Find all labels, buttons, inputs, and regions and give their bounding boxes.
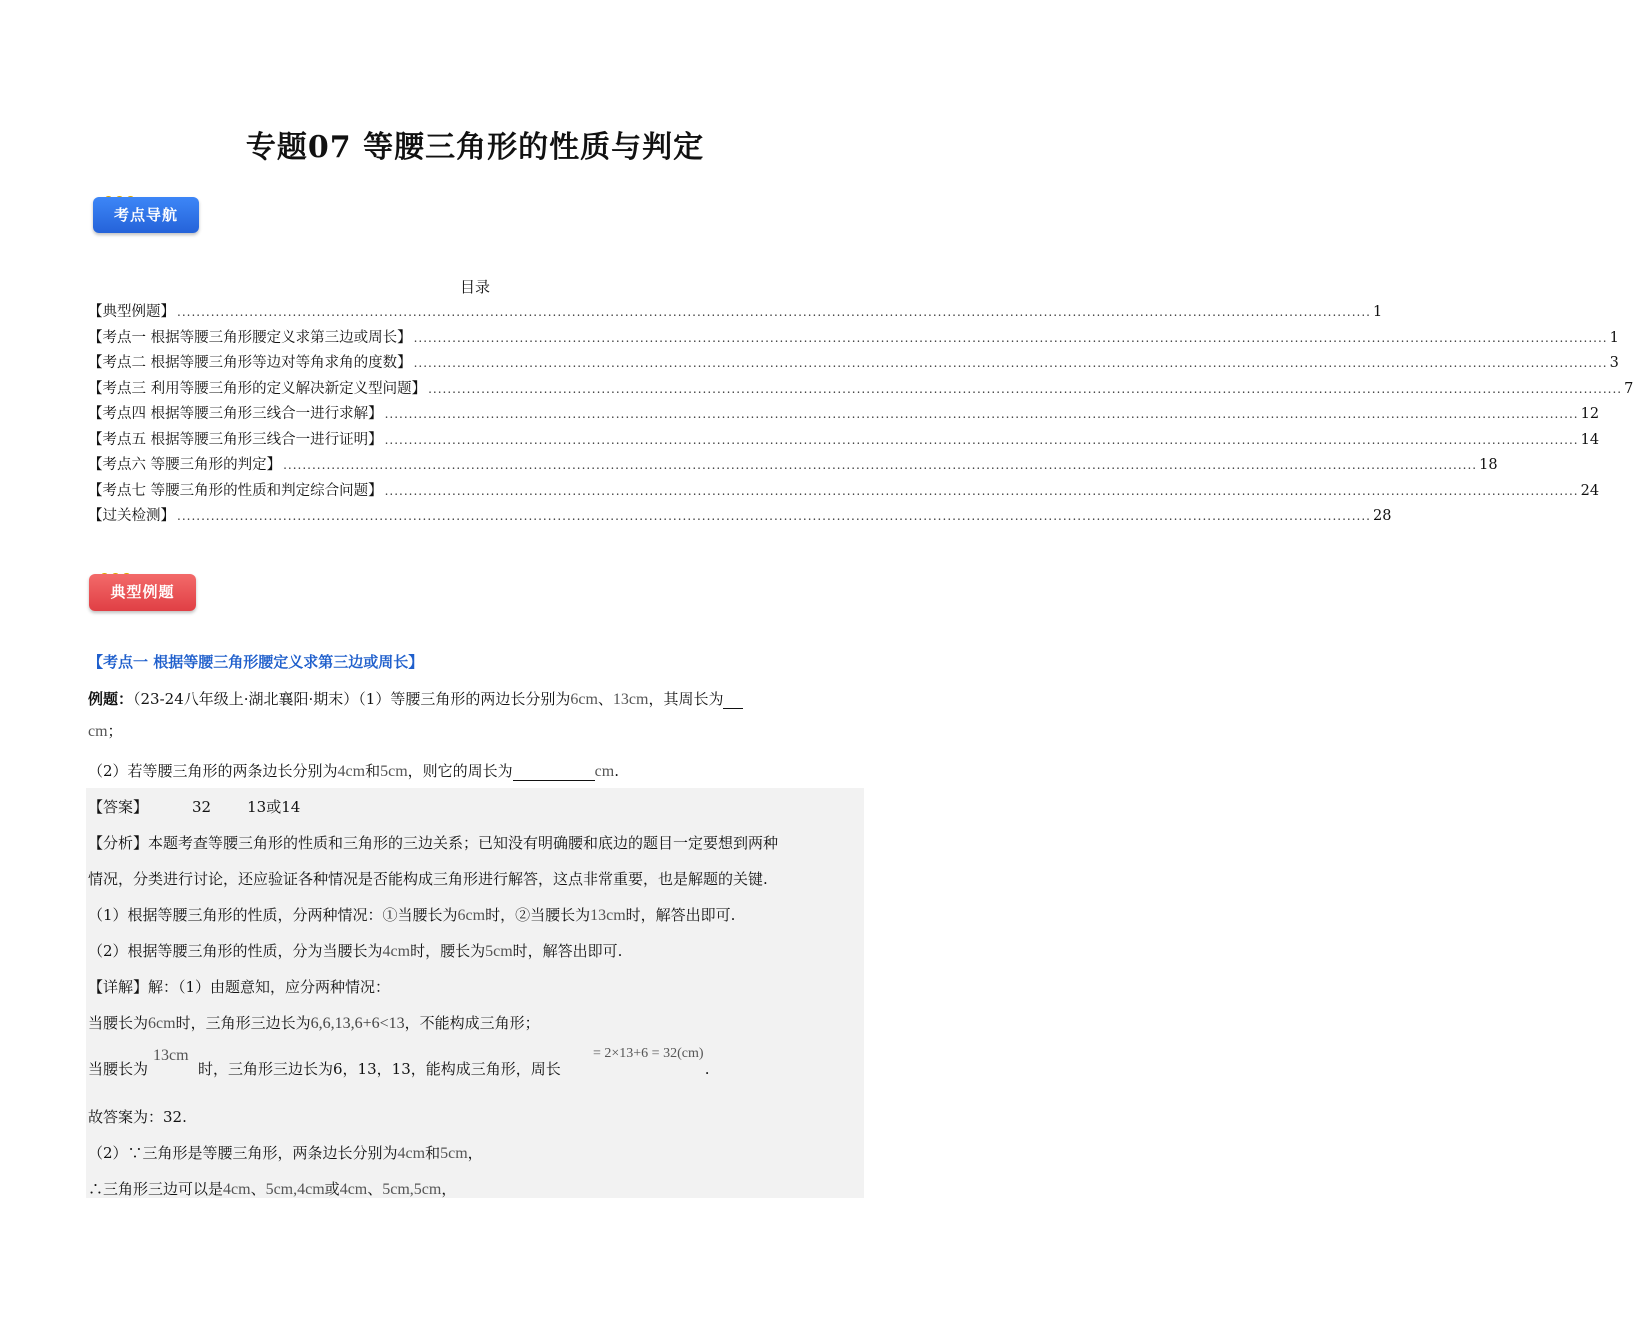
toc-item-page: 7 xyxy=(1624,380,1633,397)
toc-item[interactable] xyxy=(88,479,1600,505)
analysis-line-1 xyxy=(88,832,778,853)
toc-leader: ........................................................................................................................................................................................................................................................ xyxy=(384,432,1579,447)
detail-line-1 xyxy=(88,976,390,997)
toc-item[interactable] xyxy=(88,377,1633,403)
answer-value: 13或14 xyxy=(247,798,301,816)
detail-text: 时，三角形三边长为 xyxy=(175,1014,311,1032)
math-expression: 6,6,13,6+6<13 xyxy=(310,1015,405,1032)
toc-leader: ........................................................................................................................................................................................................................................................ xyxy=(177,305,1371,319)
toc-item[interactable] xyxy=(88,300,1383,326)
toc-item-label: 【考点五 根据等腰三角形三线合一进行证明】 xyxy=(88,431,383,448)
math-value: 13cm xyxy=(590,907,626,924)
unit-text: cm xyxy=(88,723,108,740)
detail-text: ∴三角形三边可以是 xyxy=(88,1180,224,1198)
detail-text: 故答案为：32. xyxy=(88,1108,187,1126)
toc-leader: ........................................................................................................................................................................................................................................................ xyxy=(384,483,1579,498)
toc-item[interactable] xyxy=(88,428,1600,454)
toc-item-page: 1 xyxy=(1372,304,1383,320)
detail-text: 或 xyxy=(324,1180,340,1198)
toc-item-label: 【考点六 等腰三角形的判定】 xyxy=(88,457,282,473)
answer-blank[interactable] xyxy=(723,690,743,709)
analysis-text: （2）根据等腰三角形的性质，分为当腰长为 xyxy=(88,942,383,960)
separator: 、 xyxy=(250,1180,266,1198)
answer-line xyxy=(88,796,300,817)
analysis-text: 本题考查等腰三角形的性质和三角形的三边关系；已知没有明确腰和底边的题目一定要想到两种 xyxy=(148,834,779,852)
detail-text: 时，三角形三边长为6，13，13，能构成三角形，周长 xyxy=(198,1060,561,1078)
math-value: 5cm,5cm xyxy=(382,1181,442,1198)
question-text: . xyxy=(614,762,619,780)
analysis-text: 时，②当腰长为 xyxy=(485,906,591,924)
question-text: （23-24八年级上·湖北襄阳·期末）（1）等腰三角形的两边长分别为 xyxy=(133,690,571,708)
math-value: 5cm xyxy=(485,943,513,960)
answer-blank[interactable] xyxy=(513,762,595,781)
detail-line-2 xyxy=(88,1012,540,1033)
math-value: 5cm xyxy=(440,1145,468,1162)
analysis-text: （1）根据等腰三角形的性质，分两种情况：①当腰长为 xyxy=(88,906,458,924)
detail-text: 当腰长为 xyxy=(88,1060,149,1078)
toc-item[interactable] xyxy=(88,351,1619,377)
question-line-1 xyxy=(88,688,743,709)
math-value: 5cm,4cm xyxy=(265,1181,325,1198)
question-text: 和 xyxy=(365,762,381,780)
analysis-line-2 xyxy=(88,868,768,889)
toc-item-page: 24 xyxy=(1580,482,1600,499)
toc-leader: ........................................................................................................................................................................................................................................................ xyxy=(384,407,1579,421)
toc-leader: ........................................................................................................................................................................................................................................................ xyxy=(283,458,1478,472)
detail-text: 当腰长为 xyxy=(88,1014,149,1032)
separator: 、 xyxy=(367,1180,383,1198)
question-line-2 xyxy=(88,720,123,741)
answer-label: 【答案】 xyxy=(88,798,149,816)
detail-text: ，不能构成三角形； xyxy=(404,1014,540,1032)
math-value: 4cm xyxy=(223,1181,251,1198)
math-value: 4cm xyxy=(382,943,411,960)
detail-line-5 xyxy=(88,1142,483,1163)
math-expression: = 2×13+6 = 32(cm) xyxy=(593,1046,704,1061)
toc-item-page: 28 xyxy=(1372,508,1392,524)
toc-item-page: 1 xyxy=(1609,329,1619,346)
analysis-line-4 xyxy=(88,940,622,961)
examples-badge: 典型例题 xyxy=(89,574,196,611)
math-value: 5cm xyxy=(380,763,408,780)
toc-leader: ........................................................................................................................................................................................................................................................ xyxy=(413,330,1608,345)
detail-line-6 xyxy=(88,1178,456,1199)
toc-heading: 目录 xyxy=(459,278,490,296)
toc-item-label: 【考点四 根据等腰三角形三线合一进行求解】 xyxy=(88,406,383,422)
toc-item-page: 18 xyxy=(1479,457,1498,473)
toc-item-label: 【考点三 利用等腰三角形的定义解决新定义型问题】 xyxy=(88,380,427,397)
toc-item[interactable] xyxy=(88,402,1600,428)
detail-line-3 xyxy=(88,1058,710,1079)
toc-item[interactable] xyxy=(88,504,1392,530)
math-value: 6cm xyxy=(457,907,486,924)
question-text: ； xyxy=(107,722,123,740)
analysis-text: 时，解答出即可. xyxy=(625,906,736,924)
math-value: 13cm xyxy=(612,691,649,708)
detail-text: 解：（1）由题意知，应分两种情况： xyxy=(148,978,391,996)
math-value: 4cm xyxy=(397,1145,426,1162)
analysis-text: 时，解答出即可. xyxy=(512,942,623,960)
toc-leader: ........................................................................................................................................................................................................................................................ xyxy=(177,509,1371,523)
math-value: 4cm xyxy=(337,763,366,780)
math-value: 6cm xyxy=(570,691,598,708)
math-value: 13cm xyxy=(153,1047,189,1064)
table-of-contents xyxy=(88,300,1633,530)
math-value: 4cm xyxy=(339,1181,368,1198)
toc-item-label: 【考点七 等腰三角形的性质和判定综合问题】 xyxy=(88,482,383,499)
question-text: ，则它的周长为 xyxy=(407,762,513,780)
analysis-label: 【分析】 xyxy=(88,834,149,852)
detail-text: ， xyxy=(441,1180,457,1198)
toc-item-page: 14 xyxy=(1580,431,1600,448)
toc-leader: ........................................................................................................................................................................................................................................................ xyxy=(428,381,1623,396)
analysis-text: 情况，分类进行讨论，还应验证各种情况是否能构成三角形进行解答，这点非常重要，也是解题的关键. xyxy=(88,870,768,888)
math-value: 6cm xyxy=(148,1015,176,1032)
question-text: ，其周长为 xyxy=(648,690,724,708)
nav-badge: 考点导航 xyxy=(93,197,199,233)
question-text: （2）若等腰三角形的两条边长分别为 xyxy=(88,762,338,780)
detail-text: （2）∵三角形是等腰三角形，两条边长分别为 xyxy=(88,1144,398,1162)
detail-text: ， xyxy=(467,1144,483,1162)
toc-item-label: 【过关检测】 xyxy=(88,508,175,524)
toc-item-label: 【考点一 根据等腰三角形腰定义求第三边或周长】 xyxy=(88,329,412,346)
detail-text: 和 xyxy=(425,1144,441,1162)
section-heading: 【考点一 根据等腰三角形腰定义求第三边或周长】 xyxy=(88,653,424,671)
toc-leader: ........................................................................................................................................................................................................................................................ xyxy=(413,356,1608,370)
analysis-line-3 xyxy=(88,904,735,925)
question-label: 例题： xyxy=(88,690,134,708)
question-line-3 xyxy=(88,760,619,781)
analysis-text: 时，腰长为 xyxy=(410,942,486,960)
detail-text: . xyxy=(704,1060,710,1078)
detail-line-4 xyxy=(88,1106,187,1127)
page-title: 专题07 等腰三角形的性质与判定 xyxy=(245,130,705,165)
detail-label: 【详解】 xyxy=(88,978,149,996)
toc-item-page: 12 xyxy=(1580,406,1600,422)
toc-item-label: 【考点二 根据等腰三角形等边对等角求角的度数】 xyxy=(88,355,412,371)
toc-item[interactable] xyxy=(88,326,1619,352)
toc-item-page: 3 xyxy=(1609,355,1619,371)
toc-item-label: 【典型例题】 xyxy=(88,304,175,320)
unit-text: cm xyxy=(594,763,615,780)
toc-item[interactable] xyxy=(88,453,1498,479)
answer-value: 32 xyxy=(192,798,212,816)
separator: 、 xyxy=(597,690,613,708)
